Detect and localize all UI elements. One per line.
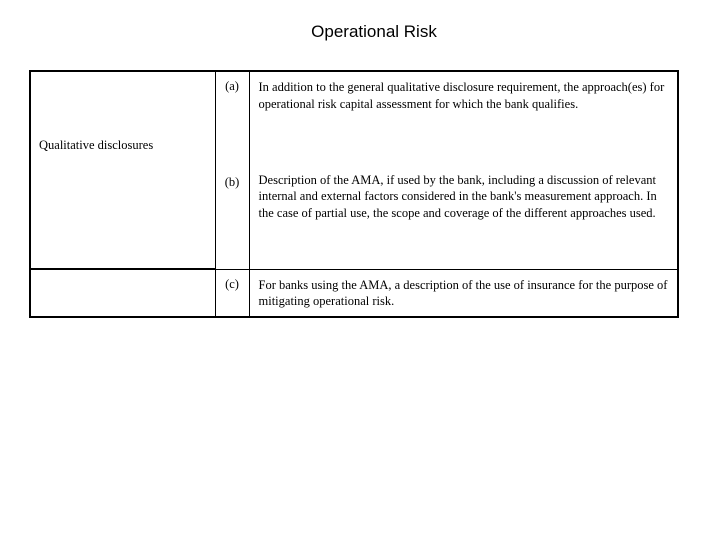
item-description: For banks using the AMA, a description of the use of insurance for the purpose of mitigating operational risk. xyxy=(249,269,678,317)
item-letter: (c) xyxy=(215,269,249,317)
table-row xyxy=(30,269,678,317)
page-title: Operational Risk xyxy=(311,22,437,41)
item-letter: (b) xyxy=(215,165,249,269)
table-row xyxy=(30,71,678,165)
item-description: Description of the AMA, if used by the bank, including a discussion of relevant internal and external factors considered in the bank's measurement approach. In the case of partial use, the scope and coverage of the different approaches used. xyxy=(249,165,678,269)
disclosure-table xyxy=(29,70,679,318)
category-cell-empty xyxy=(30,269,215,317)
category-label: Qualitative disclosures xyxy=(39,137,154,152)
item-description: In addition to the general qualitative disclosure requirement, the approach(es) for operational risk capital assessment for which the bank qualifies. xyxy=(249,71,678,165)
category-cell xyxy=(30,71,215,269)
item-letter: (a) xyxy=(215,71,249,165)
